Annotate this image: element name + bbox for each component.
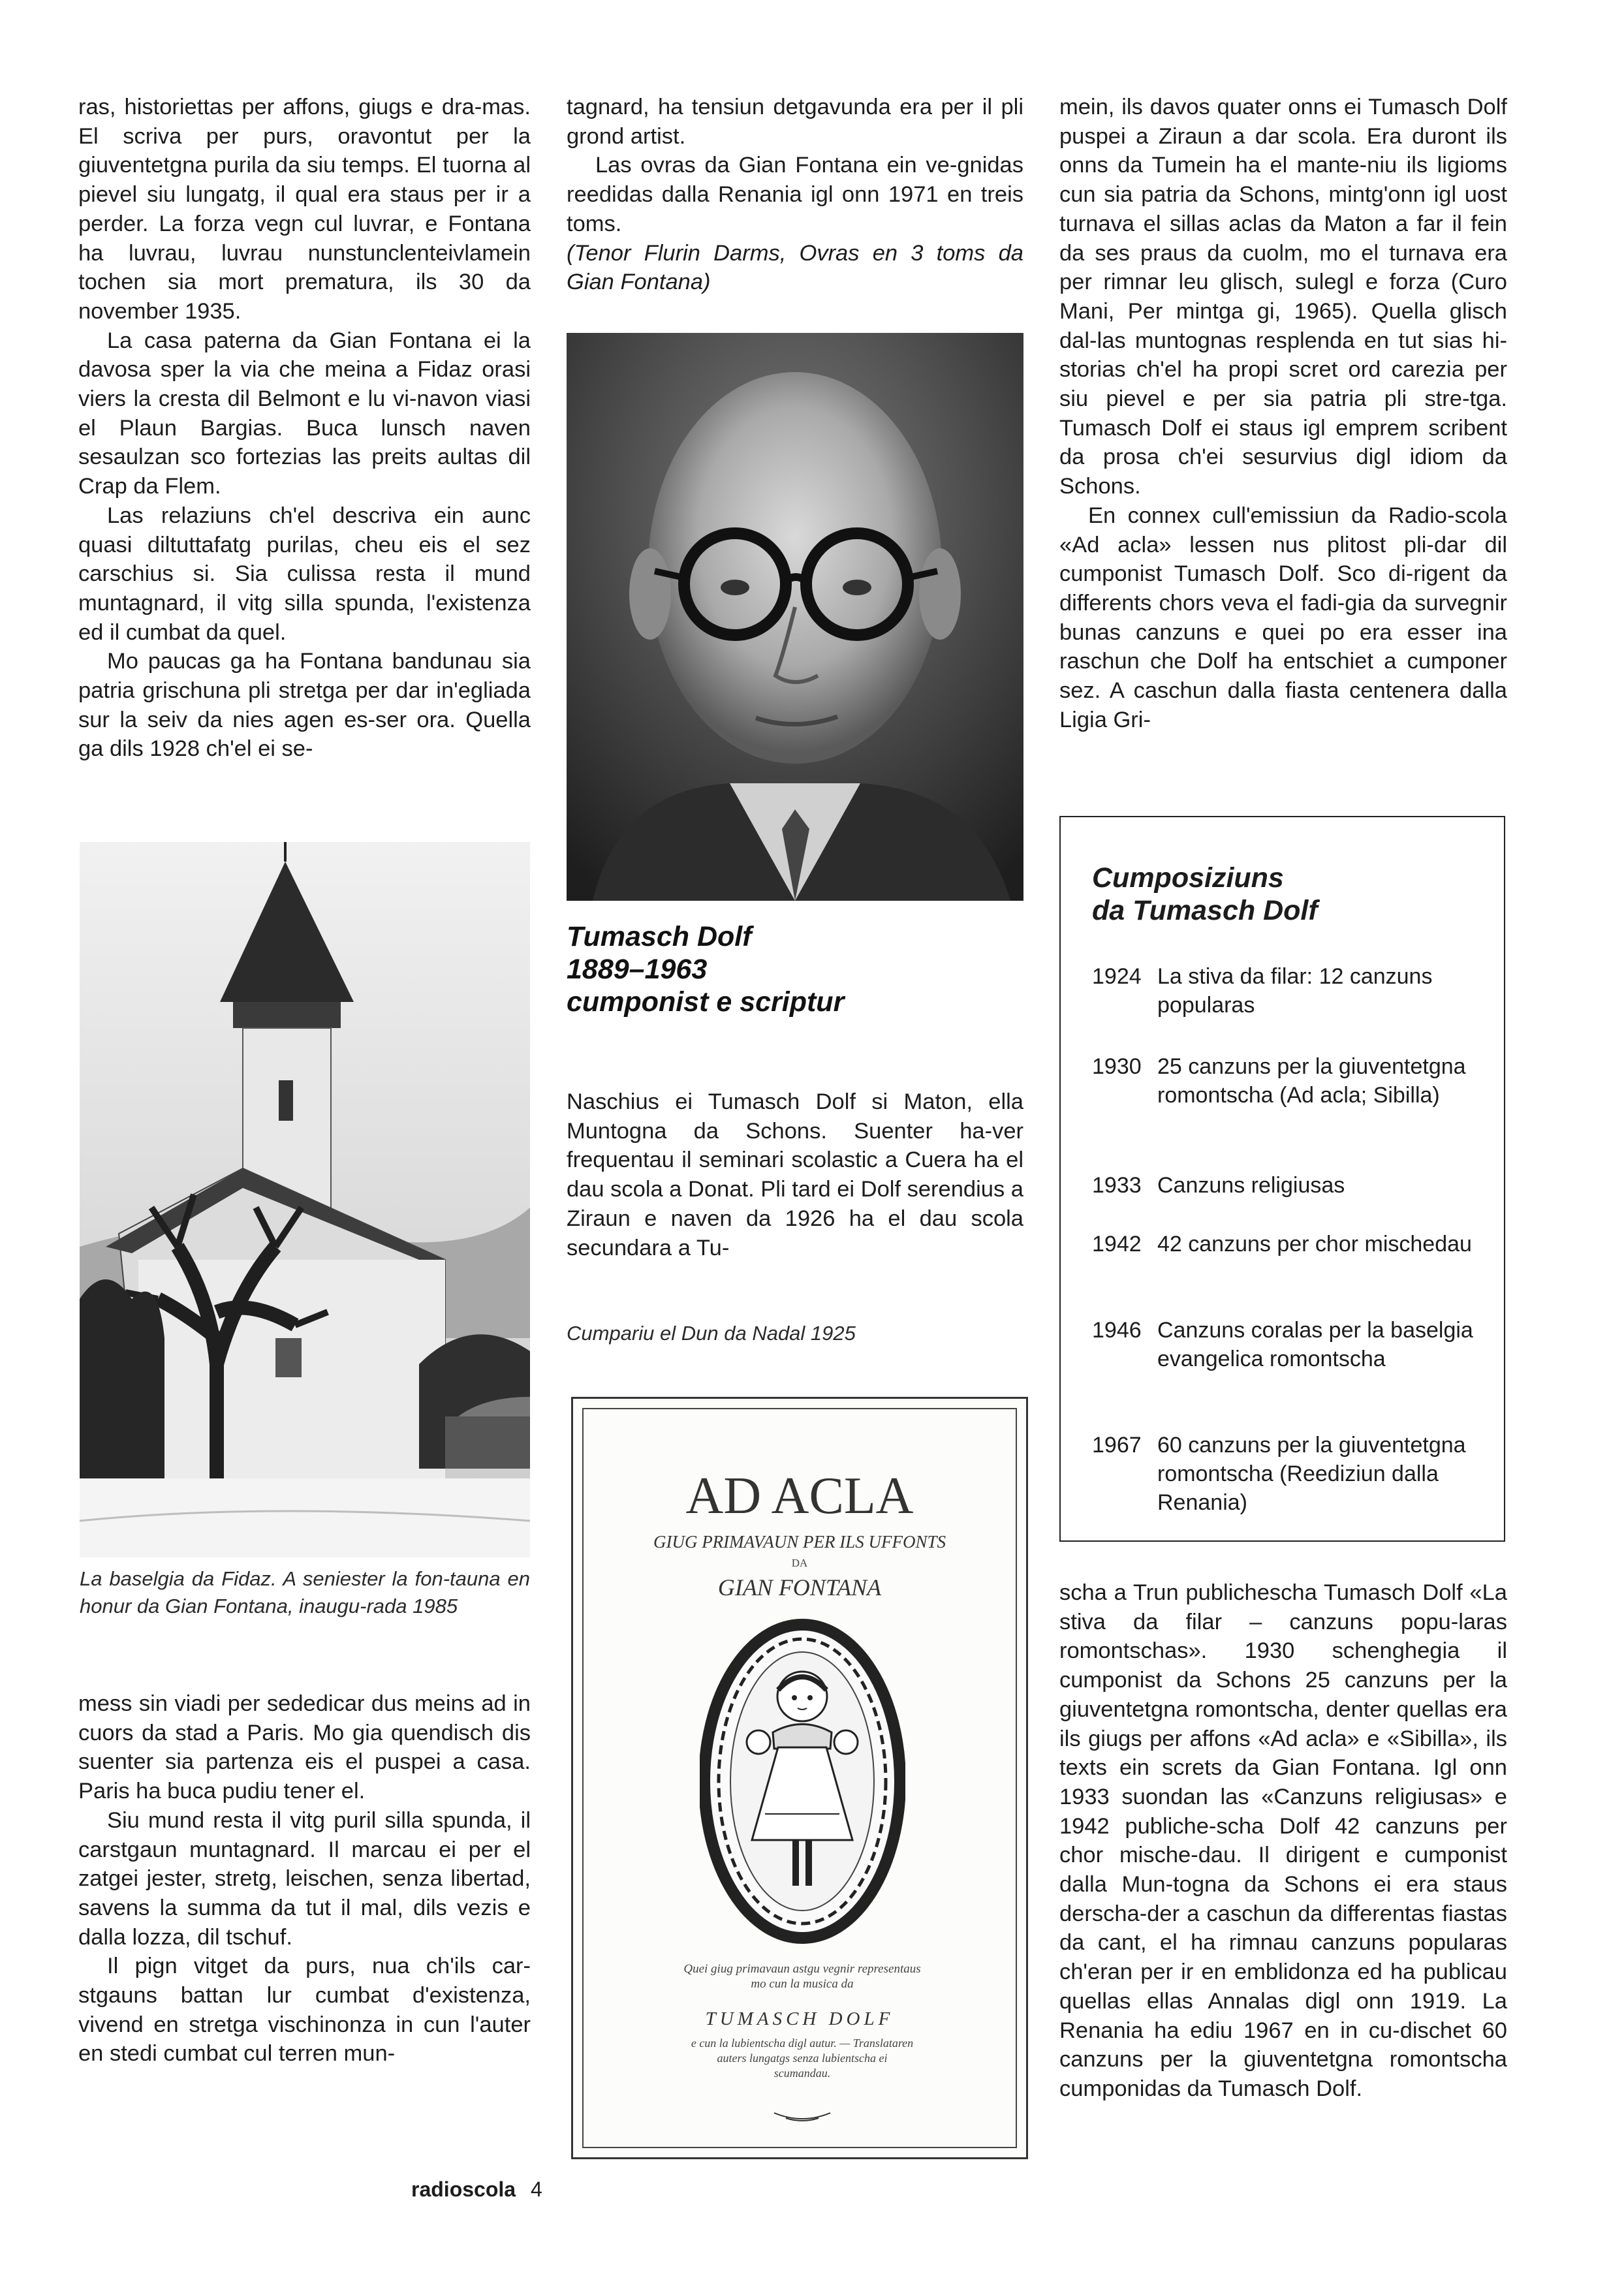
column-1-bottom	[78, 1689, 531, 2069]
church-photo	[80, 842, 530, 1557]
paragraph: ras, historiettas per affons, giugs e dra-mas. El scriva per purs, oravontut per la giuventetgna purila da siu temps. El tuorna al pievel siu lungatg, il qual era staus per ir a perder. La forza vegn cul luvrar, e Fontana ha luvrau, luvrau nunstunclenteivlamein tochen sia mort prematura, ils 30 da november 1935.	[78, 95, 531, 324]
page-footer	[411, 2178, 542, 2202]
poster-author: GIAN FONTANA	[717, 1574, 882, 1600]
column-3-top	[1059, 93, 1507, 734]
entry-text: 25 canzuns per la giuventetgna romontscha (Ad acla; Sibilla)	[1157, 1054, 1466, 1108]
box-title-line: Cumposiziuns	[1092, 862, 1284, 894]
paragraph: Naschius ei Tumasch Dolf si Maton, ella Muntogna da Schons. Suenter ha-ver frequentau il seminari scolastic a Cuera ha el dau scola a Donat. Pli tard ei Dolf serendius a Ziraun e naven da 1926 ha el dau scola secundara a Tu-	[567, 1089, 1023, 1260]
paragraph: Siu mund resta il vitg puril silla spunda, il carstgaun muntagnard. Il marcau ei per el zatgei jester, stretg, leischen, senza libertad, savens la summa da tut il mal, dils vezis e dalla lozza, dil tschuf.	[78, 1807, 531, 1950]
heading-role: cumponist e scriptur	[567, 986, 845, 1018]
portrait-photo	[567, 333, 1023, 901]
entry-year: 1942	[1092, 1232, 1142, 1257]
poster-title: AD ACLA	[685, 1467, 914, 1525]
entry-text: 60 canzuns per la giuventetgna romontscha (Reediziun dalla Renania)	[1157, 1433, 1466, 1515]
poster-ornament	[773, 2109, 832, 2126]
column-2-middle	[567, 1087, 1023, 1262]
heading-dates: 1889–1963	[567, 954, 708, 985]
article-heading	[567, 920, 1023, 1018]
entry-year: 1946	[1092, 1318, 1142, 1343]
entry-text: Canzuns coralas per la baselgia evangelica romontscha	[1157, 1318, 1473, 1371]
entry-text: Canzuns religiusas	[1157, 1173, 1345, 1198]
entry-year: 1967	[1092, 1433, 1142, 1458]
paragraph: Il pign vitget da purs, nua ch'ils car-stgauns battan lur cumbat d'existenza, vivend en stretga vischinonza in cun l'auter en stedi cumbat cul terren mun-	[78, 1954, 531, 2067]
poster-composer: TUMASCH DOLF	[705, 2008, 894, 2029]
poster-body-2: e cun la lubientscha digl autur. — Translataren auters lungatgs senza lubientscha ei scumandau.	[691, 2037, 914, 2080]
heading-name: Tumasch Dolf	[567, 921, 752, 952]
entry-year: 1924	[1092, 964, 1142, 989]
column-3-bottom	[1059, 1578, 1507, 2104]
column-1-top	[78, 93, 531, 764]
poster-subtitle: GIUG PRIMAVAUN PER ILS UFFONTS	[653, 1532, 946, 1552]
compositions-box	[1059, 816, 1505, 1542]
paragraph: Las relaziuns ch'el descriva ein aunc quasi diltuttafatg purilas, cheu eis el sez carschius si. Sia culissa resta il mund muntagnard, il vitg silla spunda, l'existenza ed il cumbat da quel.	[78, 503, 531, 645]
paragraph: tagnard, ha tensiun detgavunda era per il pli grond artist.	[567, 95, 1023, 149]
entry-year: 1933	[1092, 1173, 1142, 1198]
entry-text: 42 canzuns per chor mischedau	[1157, 1232, 1472, 1257]
paragraph: mein, ils davos quater onns ei Tumasch Dolf puspei a Ziraun a dar scola. Era duront ils onns da Tumein ha el mante-niu ils ligioms cun sia patria da Schons, mintg'onn igl uost turnava el sillas aclas da Maton a far il fein da ses praus da cuolm, mo el turnava era per rimnar leu glisch, sulegl e forza (Curo Mani, Per mintga gi, 1965). Quella glisch dal-las muntognas resplenda en tut sias hi-storias ch'el ha propi scret ord carezia per siu pievel e per sia patria pli stre-tga. Tumasch Dolf ei staus igl emprem scribent da prosa ch'ei sesurvius digl idiom da Schons.	[1059, 95, 1507, 499]
source-note: (Tenor Flurin Darms, Ovras en 3 toms da Gian Fontana)	[567, 240, 1023, 295]
box-title-line: da Tumasch Dolf	[1092, 895, 1318, 926]
church-caption: La baselgia da Fidaz. A seniester la fon-tauna en honur da Gian Fontana, inaugu-rada 1985	[80, 1567, 530, 1617]
paragraph: Las ovras da Gian Fontana ein ve-gnidas reedidas dalla Renania igl onn 1971 en treis toms.	[567, 153, 1023, 236]
poster-frame	[582, 1408, 1017, 2148]
ad-acla-poster	[571, 1397, 1028, 2159]
entry-text: La stiva da filar: 12 canzuns popularas	[1157, 964, 1433, 1018]
paragraph: La casa paterna da Gian Fontana ei la davosa sper la via che meina a Fidaz orasi viers la cresta dil Belmont e lu vi-navon viasi el Plaun Bargias. Buca lunsch naven sesaulzan sco fortezias las preits aultas dil Crap da Flem.	[78, 328, 531, 499]
poster-illustration	[700, 1618, 905, 1944]
paragraph: scha a Trun publichescha Tumasch Dolf «La stiva da filar – canzuns popu-laras romontschas». 1930 schenghegia il cumponist da Schons 25 canzuns per la giuventetgna romontscha, denter quellas era ils giugs per affons «Ad acla» e «Sibilla», ils texts ein screts da Gian Fontana. Igl onn 1933 suondan las «Canzuns religiusas» e 1942 publiche-scha Dolf 42 canzuns per chor mische-dau. Il dirigent e cumponist dalla Mun-togna da Schons ei era staus derscha-der a caschun da differentas fiastas da cant, el ha rimnau canzuns popularas ch'eran per ir en emblidonza ed ha publicau quellas ellas Annalas digl onn 1919. La Renania ha ediu 1967 en in cu-dischet 60 canzuns per la giuventetgna romontscha cumponidas da Tumasch Dolf.	[1059, 1580, 1507, 2101]
poster-da: DA	[791, 1557, 808, 1569]
footer-publication: radioscola	[411, 2178, 516, 2201]
paragraph: En connex cull'emissiun da Radio-scola «Ad acla» lessen nus plitost pli-dar dil cumponist Tumasch Dolf. Sco di-rigent da differents chors veva el fadi-gia da survegnir bunas canzuns e quei po era esser ina raschun che Dolf ha entschiet a cumponer sez. A caschun dalla fiasta centenera dalla Ligia Gri-	[1059, 503, 1507, 732]
poster-caption: Cumpariu el Dun da Nadal 1925	[567, 1322, 856, 1345]
box-title	[1092, 862, 1318, 927]
page-number: 4	[530, 2178, 542, 2201]
poster-body-1: Quei giug primavaun astgu vegnir representaus mo cun la musica da	[683, 1962, 921, 1991]
paragraph: Mo paucas ga ha Fontana bandunau sia patria grischuna pli stretga per dar in'egliada sur la seiv da nies agen es-ser ora. Quella ga dils 1928 ch'el ei se-	[78, 649, 531, 762]
entry-year: 1930	[1092, 1054, 1142, 1079]
paragraph: mess sin viadi per sededicar dus meins ad in cuors da stad a Paris. Mo gia quendisch dis suenter sia partenza eis el puspei a casa. Paris ha buca pudiu tener el.	[78, 1691, 531, 1804]
column-2-top	[567, 93, 1023, 297]
